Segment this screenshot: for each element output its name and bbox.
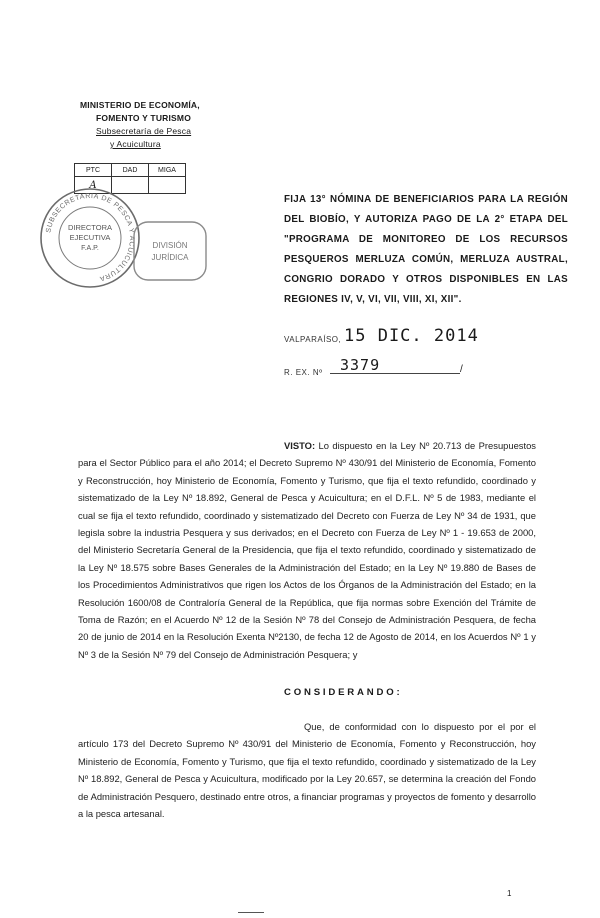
subsecretaria-name: Subsecretaría de Pesca <box>96 126 192 136</box>
visa-header: MIGA <box>149 164 186 177</box>
legal-division-stamp <box>130 218 210 284</box>
resolution-title: FIJA 13° NÓMINA DE BENEFICIARIOS PARA LA REGIÓN DEL BIOBÍO, Y AUTORIZA PAGO DE LA 2° ETAPA DEL "PROGRAMA DE MONITOREO DE LOS RECURSOS PESQUEROS MERLUZA COMÚN, MERLUZA AUSTRAL, CONGRIO DORADO Y OTROS DISPONIBLES EN LAS REGIONES IV, V, VI, VII, VIII, XI, XII". <box>284 194 568 305</box>
resolution-number-label: R. EX. Nº <box>284 368 323 377</box>
visa-header: DAD <box>112 164 149 177</box>
square-stamp-line-2: JURÍDICA <box>151 253 189 262</box>
page-number: 1 <box>507 889 512 898</box>
visto-text: Lo dispuesto en la Ley Nº 20.713 de Presupuestos para el Sector Público para el año 2014; el Decreto Supremo Nº 430/91 del Ministerio de Economía, Fomento y Reconstrucción, hoy Ministerio de Economía, Fomento y Turismo, que fija el texto refundido, coordinado y sistematizado de la Ley Nº 18.892, General de Pesca y Acuicultura; en el D.F.L. Nº 5 de 1983, mediante el cual se fija el texto refundido, coordinado y sistematizado del Decreto con Fuerza de Ley Nº 34 de 1931, que legisla sobre la industria Pesquera y sus derivados; en el Decreto con Fuerza de Ley Nº 1 - 19.653 de 2000, del Ministerio Secretaría General de la Presidencia, que fija el texto refundido, coordinado y sistematizado de la Ley Nº 18.575 sobre Bases Generales de la Administración del Estado; en la Ley Nº 19.880 de Bases de los Procedimientos Administrativos que rigen los Actos de los Órganos de la Administración del Estado; en la Resolución 1600/08 de Contraloría General de la República, que fija normas sobre Exención del Trámite de Toma de Razón; en el Acuerdo Nº 12 de la Sesión Nº 78 del Consejo de Administración Pesquera, de fecha 20 de junio de 2014 en la Resolución Exenta Nº2130, de fecha 12 de Agosto de 2014, en los Acuerdos Nº 1 y Nº 3 de la Sesión Nº 79 del Consejo de Administración Pesquera; y <box>78 440 536 660</box>
stamp-arc-text: SUBSECRETARIA DE PESCA Y ACUICULTURA <box>45 192 136 282</box>
resolution-number: 3379 <box>340 356 381 374</box>
ministry-name-2: FOMENTO Y TURISMO <box>96 113 192 123</box>
resolution-number-underline <box>330 373 460 374</box>
stamp-center-line-3: F.A.P. <box>81 245 99 252</box>
considerando-heading: CONSIDERANDO: <box>284 687 403 698</box>
visa-header: PTC <box>75 164 112 177</box>
subsecretaria-name-2: y Acuicultura <box>110 139 161 149</box>
issuer-header <box>80 99 240 151</box>
resolution-date: 15 DIC. 2014 <box>344 326 479 346</box>
place-label: VALPARAÍSO, <box>284 335 342 344</box>
stamp-center-line-1: DIRECTORA <box>67 223 113 232</box>
square-stamp-line-1: DIVISIÓN <box>152 241 188 250</box>
ministry-name: MINISTERIO DE ECONOMÍA, <box>80 100 200 110</box>
visto-paragraph <box>78 437 536 663</box>
visa-initial <box>149 177 186 194</box>
visa-initial: A <box>75 177 112 194</box>
considerando-paragraph: Que, de conformidad con lo dispuesto por el por el artículo 173 del Decreto Supremo Nº 430/91 del Ministerio de Economía, Fomento y Reconstrucción, hoy Ministerio de Economía, Fomento y Turismo, que fija el texto refundido, coordinado y sistematizado de la Ley Nº 18.892, General de Pesca y Acuicultura, modificado por la Ley 20.657, se determina la creación del Fondo de Administración Pesquero, destinado entre otros, a financiar programas y proyectos de fomento y desarrollo a la pesca artesanal. <box>78 721 536 820</box>
footer-rule <box>238 912 264 913</box>
visto-heading: VISTO: <box>284 440 316 451</box>
stamp-center-line-2: EJECUTIVA <box>69 233 111 242</box>
round-official-stamp <box>38 186 142 290</box>
resolution-number-slash: / <box>460 364 463 375</box>
